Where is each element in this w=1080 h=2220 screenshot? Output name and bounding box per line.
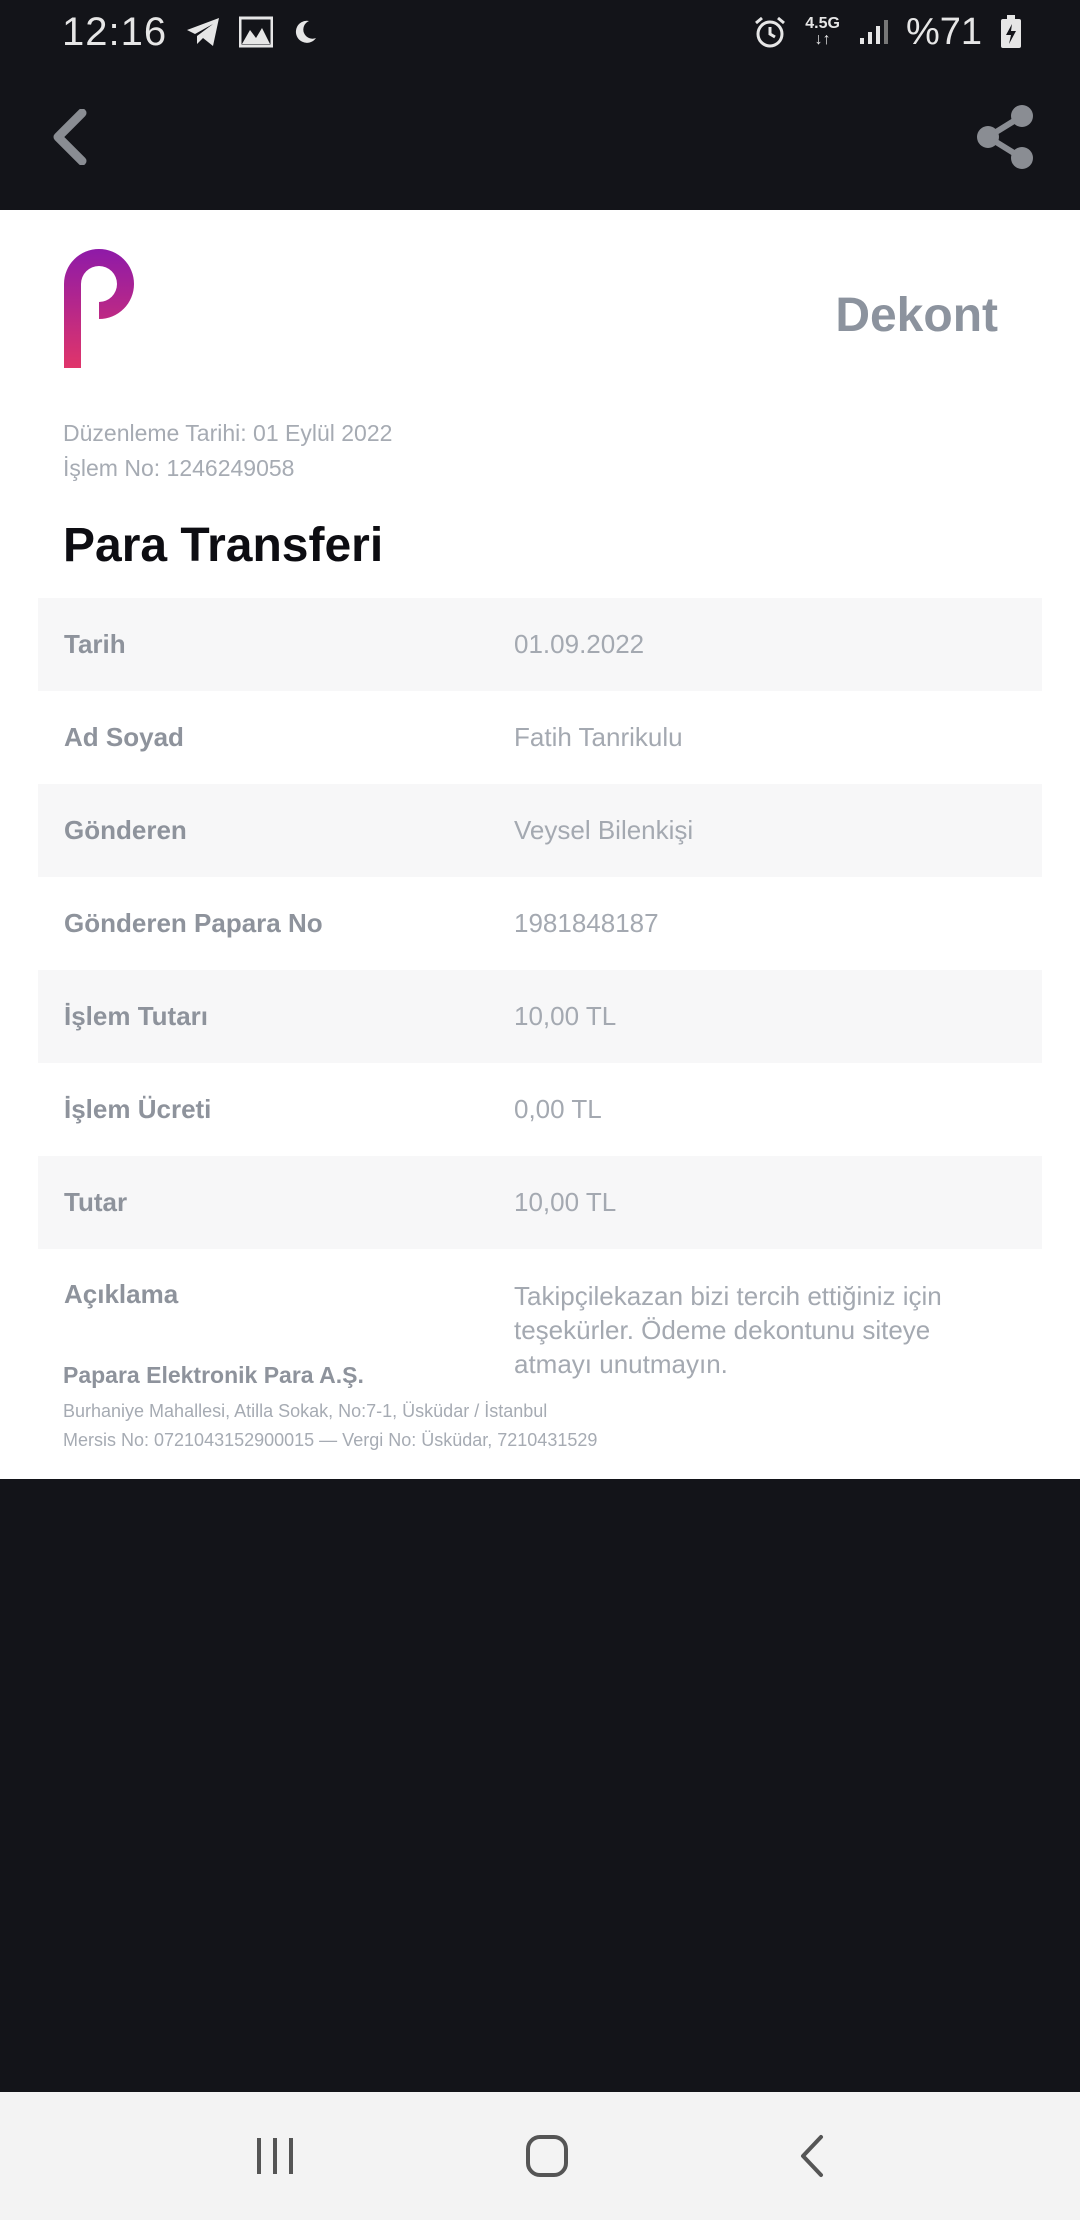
home-icon[interactable] (524, 2133, 570, 2179)
battery-percent: %71 (905, 10, 982, 53)
alarm-icon (753, 15, 787, 49)
telegram-icon (185, 16, 221, 48)
row-value: 0,00 TL (514, 1094, 602, 1124)
company-name: Papara Elektronik Para A.Ş. (63, 1362, 364, 1388)
row-value: 1981848187 (514, 908, 659, 938)
row-label: İşlem Tutarı (64, 1001, 209, 1031)
detail-table (38, 598, 1042, 1381)
row-value: 10,00 TL (514, 1001, 617, 1031)
row-label: İşlem Ücreti (64, 1094, 212, 1124)
row-value: 10,00 TL (514, 1187, 617, 1217)
row-label: Tutar (64, 1187, 128, 1217)
row-value: 01.09.2022 (514, 629, 645, 659)
row-value: Takipçilekazan bizi tercih ettiğiniz için teşekürler. Ödeme dekontunu siteye atmayı unutmayın. (514, 1281, 942, 1379)
signal-icon (858, 18, 888, 46)
company-footer (63, 1362, 597, 1455)
navigation-bar (0, 2092, 1080, 2220)
status-right (753, 11, 1022, 54)
battery-icon (1000, 15, 1022, 49)
share-icon[interactable] (974, 104, 1036, 170)
row-value: Fatih Tanrikulu (514, 722, 683, 752)
status-bar (0, 0, 1080, 64)
nav-back-icon[interactable] (797, 2133, 827, 2179)
network-type: 4.5G ↓↑ (805, 15, 840, 48)
recent-apps-icon[interactable] (253, 2134, 297, 2178)
gallery-icon (239, 16, 273, 48)
receipt-card (0, 210, 1080, 1479)
table-row (38, 1063, 1042, 1156)
company-registry: Mersis No: 0721043152900015 — Vergi No: Üsküdar, 7210431529 (63, 1430, 598, 1450)
status-time: 12:16 (62, 9, 168, 54)
table-row (38, 598, 1042, 691)
row-label: Ad Soyad (64, 722, 184, 752)
table-row (38, 1156, 1042, 1249)
app-bar (0, 64, 1080, 210)
receipt-meta (63, 416, 392, 486)
papara-logo (62, 248, 136, 370)
table-row (38, 970, 1042, 1063)
transaction-number: İşlem No: 1246249058 (63, 455, 295, 481)
table-row (38, 691, 1042, 784)
issue-date: Düzenleme Tarihi: 01 Eylül 2022 (63, 420, 393, 446)
table-row (38, 784, 1042, 877)
table-row (38, 877, 1042, 970)
network-label: 4.5G (805, 15, 840, 32)
row-label: Gönderen (64, 815, 187, 845)
row-label: Tarih (64, 629, 126, 659)
status-left (62, 10, 319, 55)
row-label: Gönderen Papara No (64, 908, 323, 938)
row-label: Açıklama (64, 1279, 179, 1309)
row-value: Veysel Bilenkişi (514, 815, 694, 845)
moon-icon (291, 18, 319, 46)
company-address: Burhaniye Mahallesi, Atilla Sokak, No:7-1, Üsküdar / İstanbul (63, 1401, 548, 1421)
document-type: Dekont (835, 289, 998, 342)
page-title: Para Transferi (63, 519, 384, 572)
back-icon[interactable] (50, 109, 90, 165)
